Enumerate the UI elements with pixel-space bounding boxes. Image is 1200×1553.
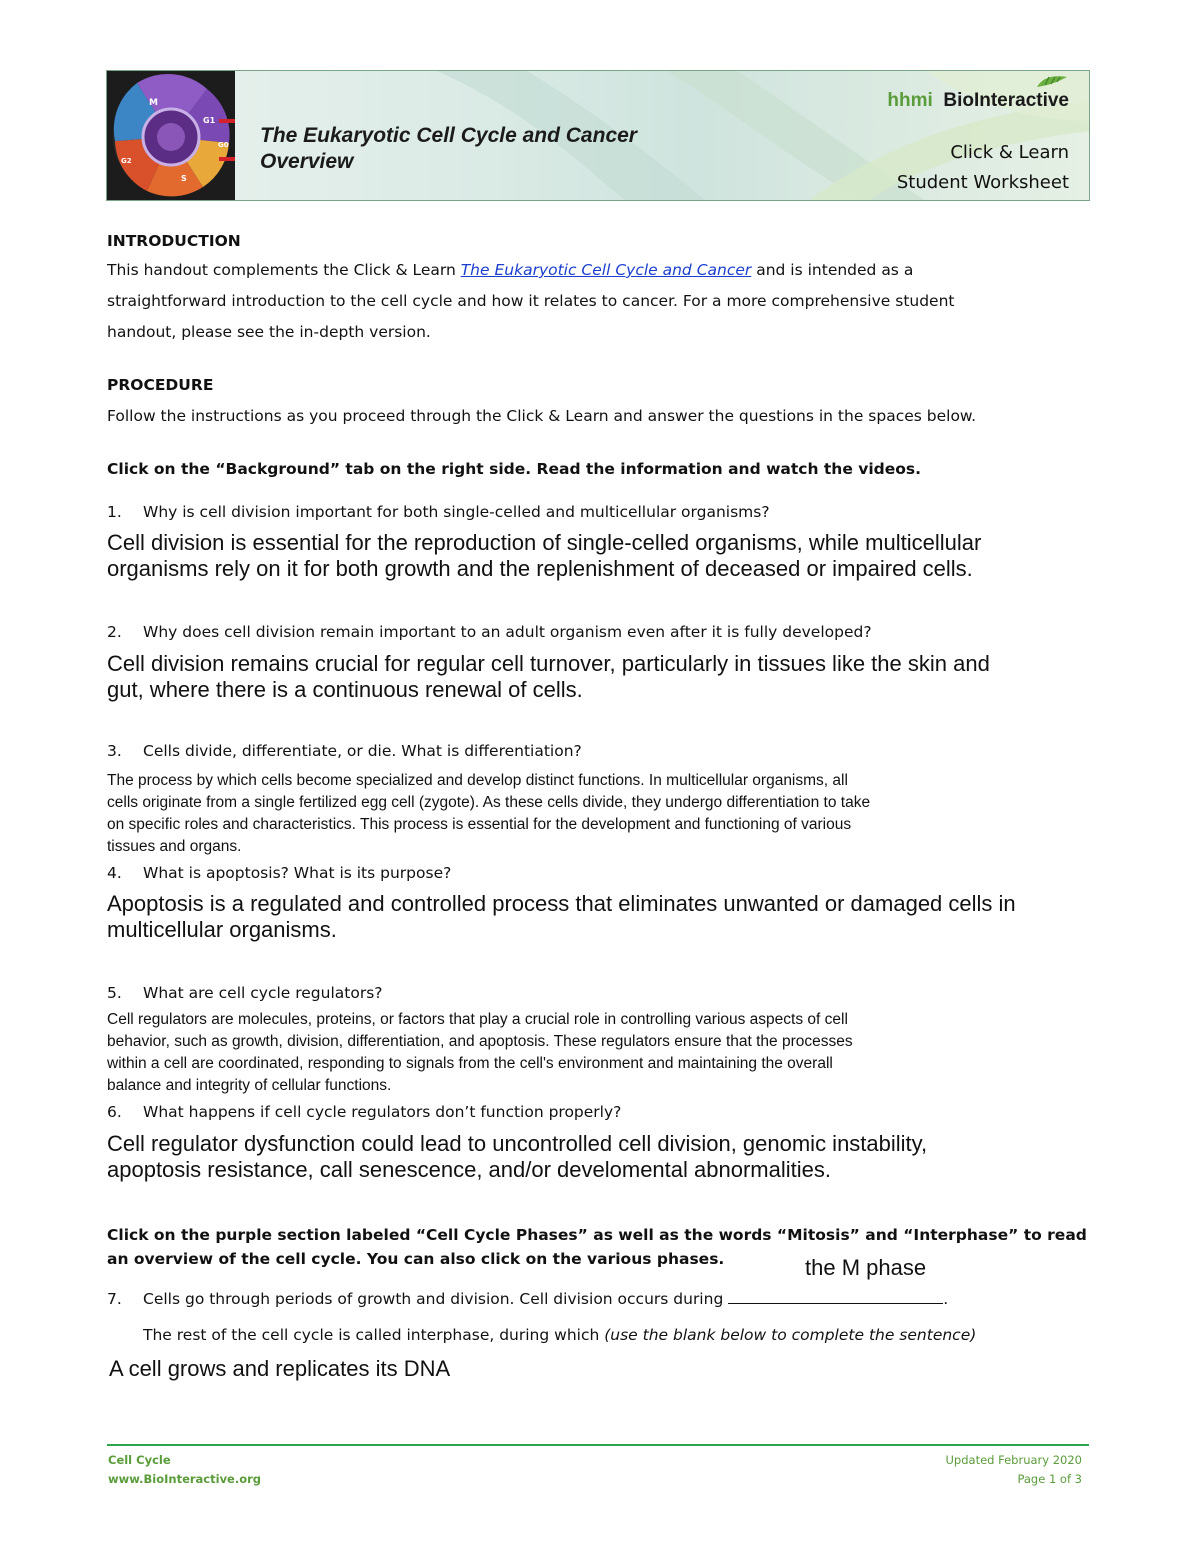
answer-1: [107, 530, 981, 582]
question-number: 3.: [107, 742, 122, 760]
logo-label-g2: G2: [121, 157, 132, 165]
question-7: [107, 1289, 948, 1308]
intro-text-after-link: and is intended as a: [751, 261, 914, 279]
question-number: 6.: [107, 1103, 122, 1121]
answer-line: cells originate from a single fertilized egg cell (zygote). As these cells divide, they undergo differentiation to take: [107, 794, 871, 811]
instruction-cell-cycle-phases-line-2: an overview of the cell cycle. You can also click on the various phases.: [107, 1250, 725, 1268]
answer-line: apoptosis resistance, call senescence, and/or develomental abnormalities.: [107, 1157, 831, 1182]
instruction-cell-cycle-phases-line-1: Click on the purple section labeled “Cell Cycle Phases” as well as the words “Mitosis” and “Interphase” to read: [107, 1226, 1087, 1244]
question-2: [107, 623, 872, 641]
answer-line: Cell division remains crucial for regular cell turnover, particularly in tissues like the skin and: [107, 651, 990, 676]
procedure-heading: PROCEDURE: [107, 376, 214, 394]
answer-line: within a cell are coordinated, responding to signals from the cell's environment and maintaining the overall: [107, 1055, 833, 1072]
question-text: Why does cell division remain important to an adult organism even after it is fully developed?: [143, 623, 872, 641]
question-number: 2.: [107, 623, 122, 641]
question-number: 7.: [107, 1290, 122, 1308]
answer-line: on specific roles and characteristics. This process is essential for the development and functioning of various: [107, 816, 852, 833]
answer-line: balance and integrity of cellular functions.: [107, 1077, 392, 1094]
answer-line: organisms rely on it for both growth and the replenishment of deceased or impaired cells.: [107, 556, 973, 581]
intro-text-before-link: This handout complements the Click & Learn: [107, 261, 461, 279]
hhmi-biointeractive-logo: [887, 90, 1069, 112]
question-text: Cells go through periods of growth and division. Cell division occurs during: [143, 1290, 724, 1308]
q7-fill-in-answer[interactable]: the M phase: [805, 1255, 927, 1280]
intro-line-1: [107, 255, 955, 286]
instruction-background-tab: Click on the “Background” tab on the right side. Read the information and watch the videos.: [107, 460, 922, 478]
brand-hhmi: hhmi: [887, 90, 933, 111]
title-line-2: Overview: [260, 150, 354, 173]
doc-type-click-learn: Click & Learn: [950, 142, 1069, 163]
leaf-logo-icon: [1035, 73, 1069, 89]
brand-biointeractive: BioInteractive: [943, 90, 1069, 111]
q7-line-2-text: The rest of the cell cycle is called interphase, during which: [143, 1326, 605, 1344]
header-banner: [106, 70, 1090, 201]
document-title: [260, 123, 637, 175]
logo-label-g1: G1: [203, 116, 216, 125]
answer-line: Apoptosis is a regulated and controlled process that eliminates unwanted or damaged cells in: [107, 891, 1016, 916]
answer-line: Cell regulator dysfunction could lead to uncontrolled cell division, genomic instability,: [107, 1131, 928, 1156]
intro-heading: INTRODUCTION: [107, 232, 241, 250]
click-learn-link[interactable]: The Eukaryotic Cell Cycle and Cancer: [460, 261, 752, 279]
question-7-continuation: [143, 1326, 976, 1344]
question-text: What are cell cycle regulators?: [143, 984, 383, 1002]
intro-line-2: straightforward introduction to the cell cycle and how it relates to cancer. For a more comprehensive student: [107, 292, 955, 310]
footer-page-number: Page 1 of 3: [1017, 1472, 1082, 1486]
question-text: Why is cell division important for both single-celled and multicellular organisms?: [143, 503, 770, 521]
answer-line: multicellular organisms.: [107, 917, 337, 942]
footer-cell-cycle: Cell Cycle: [108, 1453, 171, 1467]
question-number: 5.: [107, 984, 122, 1002]
footer-updated-date: Updated February 2020: [945, 1453, 1082, 1467]
question-number: 4.: [107, 864, 122, 882]
logo-label-g0: G0: [218, 141, 229, 149]
q7-period: .: [943, 1290, 949, 1308]
question-text: Cells divide, differentiate, or die. What is differentiation?: [143, 742, 582, 760]
q7-line-2-instruction: (use the blank below to complete the sentence): [604, 1326, 977, 1344]
procedure-text: Follow the instructions as you proceed through the Click & Learn and answer the questions in the spaces below.: [107, 407, 977, 425]
answer-4: [107, 891, 1016, 943]
footer-divider: [107, 1444, 1089, 1446]
question-4: [107, 864, 451, 882]
fill-in-blank-line: [728, 1289, 943, 1304]
cell-cycle-wheel-icon: [107, 71, 235, 200]
intro-paragraph: [107, 255, 955, 348]
logo-label-m: M: [149, 98, 158, 108]
question-number: 1.: [107, 503, 122, 521]
question-1: [107, 503, 770, 521]
intro-line-3: handout, please see the in-depth version.: [107, 323, 431, 341]
logo-label-s: S: [181, 174, 187, 183]
doc-type-student-worksheet: Student Worksheet: [896, 172, 1069, 193]
answer-line: behavior, such as growth, division, differentiation, and apoptosis. These regulators ensure that the processes: [107, 1033, 853, 1050]
answer-3: [107, 770, 870, 858]
question-text: What is apoptosis? What is its purpose?: [143, 864, 452, 882]
answer-7[interactable]: A cell grows and replicates its DNA: [109, 1356, 451, 1381]
answer-line: tissues and organs.: [107, 838, 242, 855]
question-5: [107, 984, 383, 1002]
title-line-1: The Eukaryotic Cell Cycle and Cancer: [260, 124, 637, 147]
answer-line: gut, where there is a continuous renewal of cells.: [107, 677, 583, 702]
answer-6: [107, 1131, 927, 1183]
question-text: What happens if cell cycle regulators don’t function properly?: [143, 1103, 622, 1121]
question-6: [107, 1103, 621, 1121]
footer-website-link[interactable]: www.BioInteractive.org: [108, 1472, 262, 1486]
cell-cycle-logo: [107, 71, 235, 200]
question-3: [107, 742, 582, 760]
answer-line: The process by which cells become specialized and develop distinct functions. In multicellular organisms, all: [107, 772, 848, 789]
answer-line: Cell division is essential for the reproduction of single-celled organisms, while multicellular: [107, 530, 982, 555]
answer-line: Cell regulators are molecules, proteins, or factors that play a crucial role in controlling various aspects of cell: [107, 1011, 848, 1028]
answer-2: [107, 651, 990, 703]
answer-5: [107, 1009, 853, 1097]
